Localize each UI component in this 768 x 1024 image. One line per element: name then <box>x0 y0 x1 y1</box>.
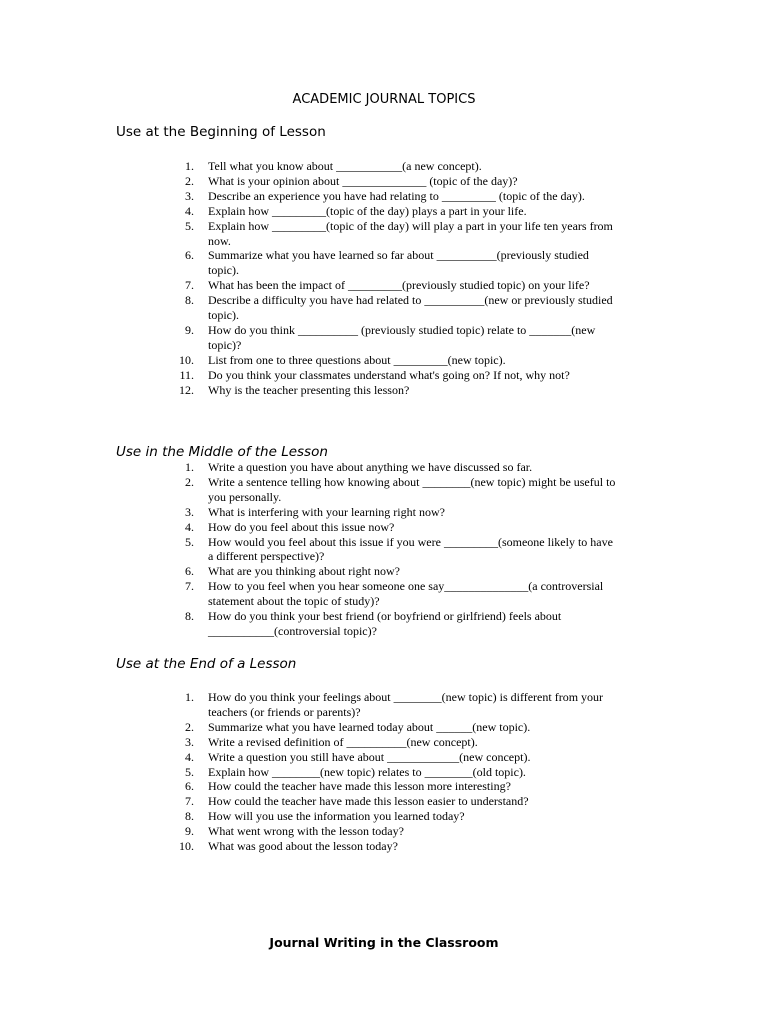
list-item <box>179 839 618 854</box>
list-item-number: 4. <box>185 749 194 764</box>
list-item-number: 3. <box>185 188 194 203</box>
list-item-number: 11. <box>179 367 194 382</box>
list-item <box>185 779 618 794</box>
list-item-number: 4. <box>185 519 194 534</box>
list-item <box>185 809 618 824</box>
list-item-text: Summarize what you have learned today about ______(new topic). <box>208 719 531 734</box>
list-item-number: 1. <box>185 690 194 704</box>
list-item <box>185 159 618 174</box>
list-item-text: Write a question you still have about ____________(new concept). <box>208 749 531 764</box>
list-item <box>179 382 618 398</box>
list-item-number: 7. <box>185 794 194 809</box>
list-item-number: 9. <box>185 322 194 337</box>
list-item-text: Tell what you know about ___________(a new concept). <box>208 159 482 173</box>
list-item-number: 7. <box>185 579 194 594</box>
list-item-number: 10. <box>179 839 194 854</box>
list-item <box>185 579 618 609</box>
list-item-text: Write a revised definition of __________(new concept). <box>208 734 478 749</box>
list-item-text: How could the teacher have made this lesson more interesting? <box>208 779 511 794</box>
list-item <box>185 824 618 839</box>
list-item <box>185 794 618 809</box>
list-item-number: 5. <box>185 764 194 779</box>
list-item-text: What is your opinion about ______________ (topic of the day)? <box>208 173 518 188</box>
list-item-text: How to you feel when you hear someone one say______________(a controversial statement about the topic of study)? <box>208 579 604 609</box>
topic-list-middle <box>185 460 618 639</box>
list-item-number: 8. <box>185 293 194 308</box>
list-item <box>179 352 618 368</box>
list-item-text: How do you feel about this issue now? <box>208 519 395 534</box>
list-item-text: Why is the teacher presenting this lesson? <box>208 382 410 397</box>
list-item-text: List from one to three questions about _________(new topic). <box>208 352 506 367</box>
list-item <box>185 218 618 249</box>
document-title: ACADEMIC JOURNAL TOPICS <box>292 92 476 107</box>
list-item-text: How do you think your feelings about ________(new topic) is different from your teachers (or friends or parents)? <box>208 690 604 719</box>
list-item-text: Write a sentence telling how knowing about ________(new topic) might be useful to you personally. <box>208 474 616 504</box>
list-item-number: 3. <box>185 504 194 519</box>
list-item-text: What was good about the lesson today? <box>208 839 398 854</box>
list-item-text: Summarize what you have learned so far about __________(previously studied topic). <box>208 248 589 278</box>
list-item-text: What went wrong with the lesson today? <box>208 824 404 839</box>
topic-list-beginning <box>179 159 618 398</box>
list-item-text: Describe an experience you have had relating to _________ (topic of the day). <box>208 188 585 203</box>
list-item <box>185 188 618 204</box>
list-item <box>185 460 618 475</box>
list-item <box>185 203 618 219</box>
list-item <box>185 690 618 720</box>
list-item-text: Do you think your classmates understand what's going on? If not, why not? <box>208 367 570 382</box>
list-item-text: Explain how _________(topic of the day) plays a part in your life. <box>208 203 527 218</box>
section-heading-beginning: Use at the Beginning of Lesson <box>116 124 326 140</box>
list-item-text: How would you feel about this issue if you were _________(someone likely to have a different perspective)? <box>208 534 613 564</box>
list-item-number: 2. <box>185 173 194 188</box>
list-item-number: 6. <box>185 564 194 579</box>
list-item <box>185 719 618 735</box>
list-item-number: 10. <box>179 352 194 367</box>
list-item <box>185 764 618 780</box>
list-item-number: 3. <box>185 734 194 749</box>
list-item-text: How do you think your best friend (or boyfriend or girlfriend) feels about ___________(controversial topic)? <box>208 609 562 638</box>
list-item <box>185 564 618 579</box>
list-item <box>185 504 618 520</box>
list-item-text: How will you use the information you learned today? <box>208 809 465 824</box>
list-item-text: Explain how ________(new topic) relates to ________(old topic). <box>208 764 526 779</box>
list-item-number: 4. <box>185 203 194 218</box>
list-item <box>185 474 618 505</box>
list-item-number: 6. <box>185 779 194 794</box>
list-item-number: 9. <box>185 824 194 839</box>
list-item <box>185 749 618 765</box>
list-item <box>185 519 618 535</box>
list-item <box>185 293 618 323</box>
list-item-number: 12. <box>179 382 194 397</box>
list-item-number: 7. <box>185 278 194 293</box>
list-item-number: 6. <box>185 248 194 263</box>
list-item-number: 1. <box>185 460 194 474</box>
list-item <box>179 367 618 383</box>
list-item <box>185 609 618 639</box>
list-item-number: 1. <box>185 159 194 173</box>
section-heading-middle: Use in the Middle of the Lesson <box>116 444 328 460</box>
list-item <box>185 173 618 189</box>
list-item-text: How could the teacher have made this lesson easier to understand? <box>208 794 529 809</box>
section-heading-end: Use at the End of a Lesson <box>116 656 297 672</box>
list-item-text: What has been the impact of _________(previously studied topic) on your life? <box>208 278 590 293</box>
list-item <box>185 278 618 293</box>
list-item <box>185 734 618 750</box>
topic-list-end <box>179 690 618 854</box>
list-item-number: 5. <box>185 218 194 233</box>
list-item-text: What is interfering with your learning right now? <box>208 504 445 519</box>
list-item <box>185 248 618 278</box>
list-item-text: What are you thinking about right now? <box>208 564 400 579</box>
list-item-number: 8. <box>185 609 194 624</box>
list-item <box>185 534 618 565</box>
list-item-text: Explain how _________(topic of the day) will play a part in your life ten years from now. <box>208 218 613 248</box>
list-item-text: Write a question you have about anything we have discussed so far. <box>208 460 533 474</box>
footer-title: Journal Writing in the Classroom <box>269 935 499 950</box>
list-item-number: 8. <box>185 809 194 824</box>
list-item-number: 5. <box>185 534 194 549</box>
list-item-text: Describe a difficulty you have had related to __________(new or previously studied topic). <box>208 293 613 323</box>
list-item-number: 2. <box>185 719 194 734</box>
list-item-text: How do you think __________ (previously studied topic) relate to _______(new topic)? <box>208 322 596 352</box>
list-item <box>185 322 618 353</box>
list-item-number: 2. <box>185 474 194 489</box>
